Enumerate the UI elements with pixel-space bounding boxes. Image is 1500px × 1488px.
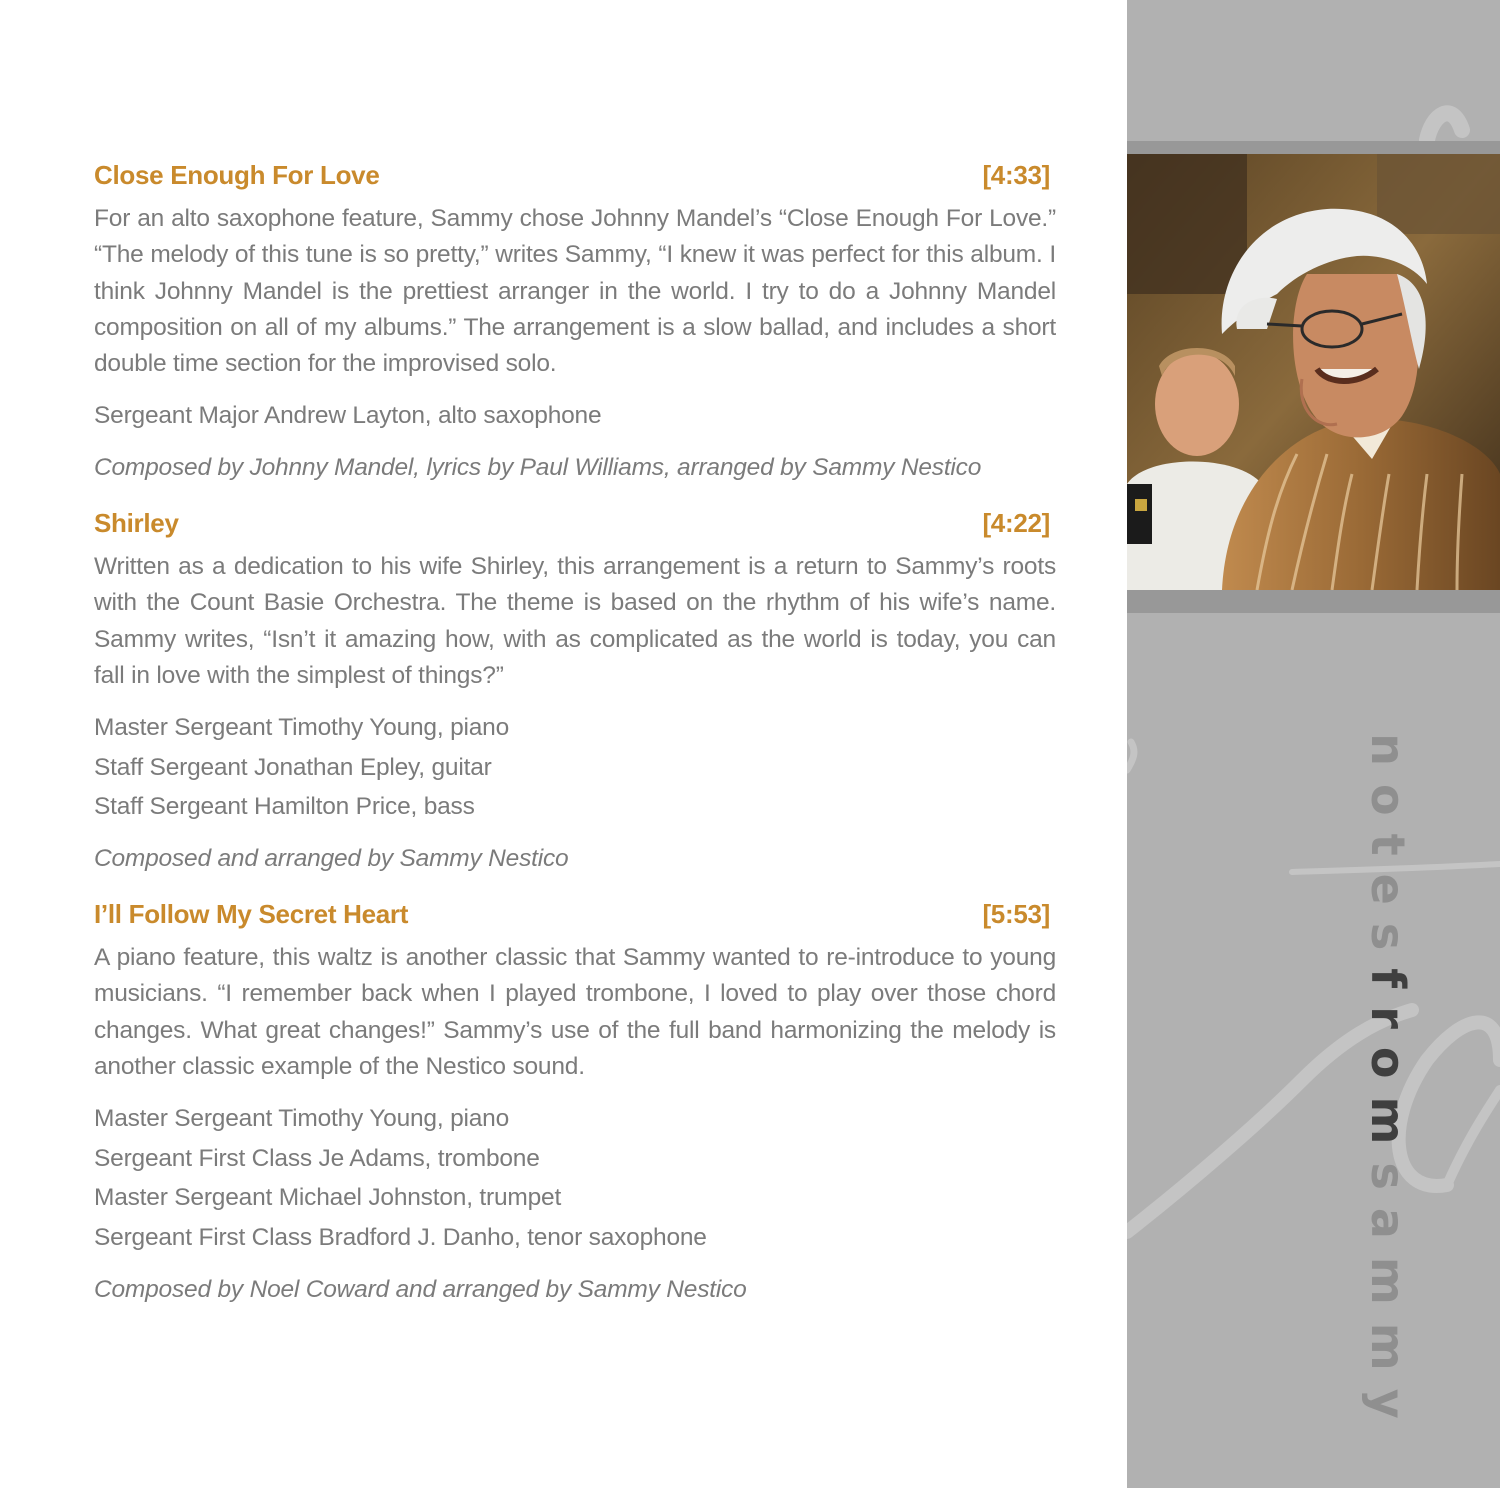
performer: Sergeant First Class Bradford J. Danho, tenor saxophone (94, 1224, 707, 1252)
track-header (94, 160, 1050, 191)
performer: Sergeant First Class Je Adams, trombone (94, 1144, 540, 1172)
title-word-notes: notes (1361, 733, 1415, 969)
track-description: A piano feature, this waltz is another classic that Sammy wanted to re-introduce to young musicians. “I remember back when I played trombone, I loved to play over those chord changes. What great changes!” Sammy’s use of the full band harmonizing the melody is another classic example of the Nestico sound. (94, 944, 1056, 1080)
track-close-enough-for-love (94, 160, 1056, 486)
track-credit: Composed by Noel Coward and arranged by Sammy Nestico (94, 1275, 747, 1303)
performer-list (94, 396, 1056, 436)
track-credit: Composed by Johnny Mandel, lyrics by Paul Williams, arranged by Sammy Nestico (94, 454, 982, 482)
performer: Staff Sergeant Hamilton Price, bass (94, 793, 475, 821)
track-shirley (94, 508, 1056, 877)
title-word-from: from (1361, 968, 1415, 1163)
sidebar-vertical-title (1361, 733, 1415, 1436)
sidebar (1127, 0, 1500, 1488)
track-header (94, 899, 1050, 930)
track-credit: Composed and arranged by Sammy Nestico (94, 845, 569, 873)
performer-list (94, 1099, 1056, 1257)
track-description: For an alto saxophone feature, Sammy chose Johnny Mandel’s “Close Enough For Love.” “The melody of this tune is so pretty,” writes Sammy, “I knew it was perfect for this album. I think Johnny Mandel is the prettiest arranger in the world. I try to do a Johnny Mandel composition on all of my albums.” The arrangement is a slow ballad, and includes a short double time section for the improvised solo. (94, 205, 1056, 378)
performer: Sergeant Major Andrew Layton, alto saxophone (94, 402, 602, 430)
performer: Master Sergeant Timothy Young, piano (94, 714, 510, 742)
track-ill-follow-my-secret-heart (94, 899, 1056, 1308)
performer-list (94, 708, 1056, 827)
track-title: Close Enough For Love (94, 160, 380, 190)
track-title: Shirley (94, 508, 179, 539)
photo-frame (1127, 141, 1500, 613)
sammy-nestico-photo (1127, 154, 1500, 590)
track-title: I’ll Follow My Secret Heart (94, 899, 409, 930)
track-duration: [4:33] (982, 160, 1050, 190)
track-header (94, 508, 1050, 539)
performer: Master Sergeant Michael Johnston, trumpet (94, 1184, 562, 1212)
liner-notes (94, 160, 1056, 1330)
track-duration: [5:53] (982, 899, 1050, 930)
performer: Master Sergeant Timothy Young, piano (94, 1105, 510, 1133)
title-word-sammy: sammy (1361, 1162, 1415, 1437)
track-duration: [4:22] (982, 508, 1050, 539)
track-description: Written as a dedication to his wife Shirley, this arrangement is a return to Sammy’s roots with the Count Basie Orchestra. The theme is based on the rhythm of his wife’s name. Sammy writes, “Isn’t it amazing how, with as complicated as the world is today, you can fall in love with the simplest of things?” (94, 553, 1056, 689)
performer: Staff Sergeant Jonathan Epley, guitar (94, 753, 492, 781)
